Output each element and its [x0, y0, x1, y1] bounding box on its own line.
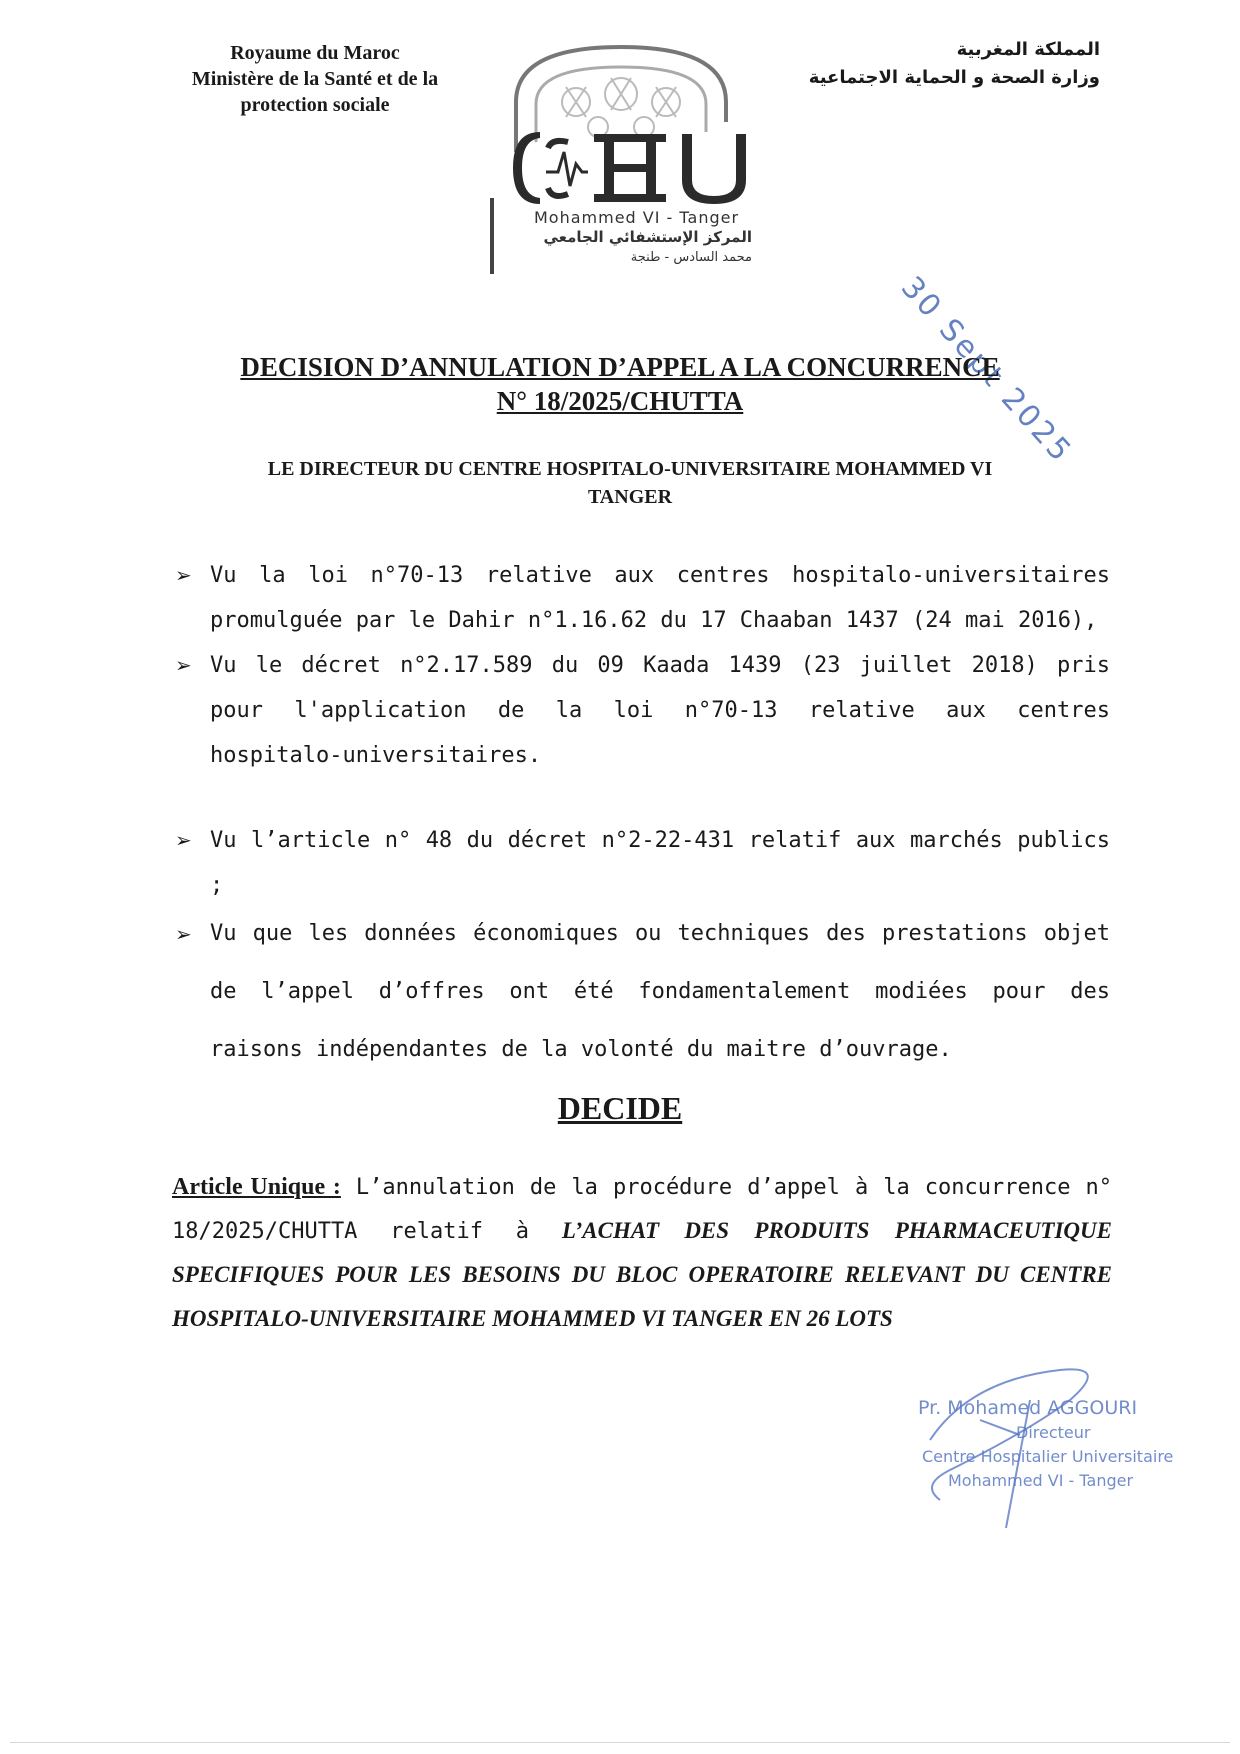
- arrow-bullet-icon: ➢: [175, 653, 192, 677]
- header-ministry-cont: protection sociale: [240, 94, 390, 116]
- header-right-arabic: [770, 36, 1100, 92]
- article-object: L’ACHAT DES PRODUITS PHARMACEUTIQUE SPECIFIQUES POUR LES BESOINS DU BLOC OPERATOIRE RELEVANT DU CENTRE HOSPITALO-UNIVERSITAIRE MOHAMMED VI TANGER EN 26 LOTS: [172, 1218, 1112, 1331]
- consideration-item: [175, 818, 1110, 908]
- signatory-title: Directeur: [1016, 1423, 1091, 1442]
- signature-stamp: [918, 1395, 1178, 1493]
- arrow-bullet-icon: ➢: [175, 922, 192, 946]
- header-ministry-arabic: وزارة الصحة و الحماية الاجتماعية: [808, 67, 1100, 88]
- consideration-text: Vu l’article n° 48 du décret n°2-22-431 relatif aux marchés publics ;: [210, 828, 1110, 898]
- logo-arabic-line1: المركز الإستشفائي الجامعي: [543, 228, 752, 246]
- document-reference: N° 18/2025/CHUTTA: [496, 386, 744, 416]
- consideration-item: [175, 553, 1110, 643]
- director-line1: LE DIRECTEUR DU CENTRE HOSPITALO-UNIVERSITAIRE MOHAMMED VI: [267, 458, 993, 480]
- article-unique: [172, 1166, 1112, 1341]
- header-kingdom-arabic: المملكة المغربية: [956, 39, 1100, 60]
- logo-vertical-bar: [490, 198, 494, 274]
- chu-wordmark: [508, 128, 768, 208]
- header-ministry: Ministère de la Santé et de la: [191, 68, 439, 90]
- document-title: DECISION D’ANNULATION D’APPEL A LA CONCURRENCE: [240, 352, 1000, 382]
- director-line2: TANGER: [587, 486, 673, 508]
- article-label: Article Unique :: [172, 1174, 341, 1200]
- chu-logo: [478, 30, 798, 265]
- signatory-name: Pr. Mohamed AGGOURI: [918, 1397, 1138, 1419]
- page-bottom-border: [10, 1742, 1230, 1743]
- header-kingdom: Royaume du Maroc: [230, 42, 400, 64]
- article-text: L’annulation de la procédure d’appel à la concurrence n° 18/2025/CHUTTA relatif à: [172, 1175, 1112, 1244]
- consideration-item: [175, 643, 1110, 778]
- consideration-item: [175, 905, 1110, 1079]
- consideration-text: Vu le décret n°2.17.589 du 09 Kaada 1439 (23 juillet 2018) pris pour l'application de la loi n°70-13 relative aux centres hospitalo-universitaires.: [210, 653, 1110, 768]
- date-stamp: 30 Sept 2025: [893, 270, 1080, 471]
- signatory-institution: Centre Hospitalier Universitaire: [922, 1447, 1174, 1466]
- consideration-text: Vu que les données économiques ou techniques des prestations objet de l’appel d’offres ont été fondamentalement modiées pour des raisons indépendantes de la volonté du maitre d’ouvrage.: [210, 921, 1110, 1062]
- consideration-text: Vu la loi n°70-13 relative aux centres hospitalo-universitaires promulguée par le Dahir n°1.16.62 du 17 Chaaban 1437 (24 mai 2016),: [210, 563, 1110, 633]
- signatory-city: Mohammed VI - Tanger: [948, 1471, 1134, 1490]
- logo-subtitle: Mohammed VI - Tanger: [534, 208, 740, 227]
- header-left-french: [150, 40, 480, 118]
- arrow-bullet-icon: ➢: [175, 563, 192, 587]
- arrow-bullet-icon: ➢: [175, 828, 192, 852]
- director-heading: [180, 455, 1080, 511]
- decide-heading: DECIDE: [557, 1090, 683, 1126]
- logo-arabic-line2: محمد السادس - طنجة: [630, 250, 752, 265]
